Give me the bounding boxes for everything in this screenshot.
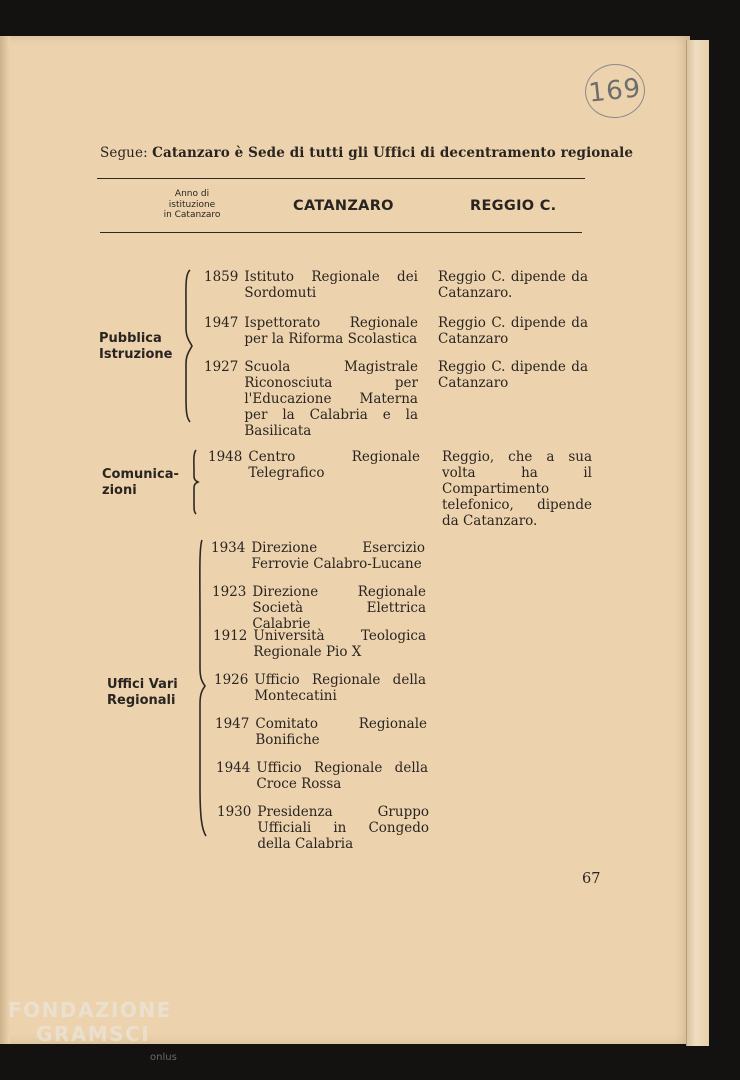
reggio-note: Reggio C. dipende da Catanzaro — [438, 359, 588, 391]
entry-year: 1947 — [215, 716, 250, 732]
archive-folio-number: 169 — [582, 61, 647, 121]
entry-row — [211, 540, 425, 572]
entry-row — [213, 628, 426, 660]
section-label-line: Istruzione — [99, 347, 173, 362]
header-reggio: REGGIO C. — [470, 198, 557, 214]
section-label-line: Uffici Vari — [107, 677, 178, 692]
entry-description: Centro Regionale Telegrafico — [248, 449, 420, 481]
entry-row — [204, 359, 418, 439]
entry-year: 1930 — [217, 804, 252, 820]
brace-comunicazioni — [186, 448, 202, 516]
entry-year: 1944 — [216, 760, 251, 776]
section-label-line: Pubblica — [99, 331, 162, 346]
entry-description: Ufficio Regionale della Montecatini — [254, 672, 426, 704]
section-label-line: Regionali — [107, 693, 176, 708]
entry-description: Presidenza Gruppo Ufficiali in Congedo della Calabria — [257, 804, 429, 852]
reggio-note: Reggio C. dipende da Catanzaro. — [438, 269, 588, 301]
header-bottom-rule — [100, 232, 582, 233]
title-label: Segue: — [100, 145, 148, 161]
entry-description: Ispettorato Regionale per la Riforma Scolastica — [244, 315, 418, 347]
page-number: 67 — [582, 871, 601, 887]
entry-year: 1926 — [214, 672, 249, 688]
header-anno-line: Anno di — [174, 189, 210, 199]
entry-row — [204, 269, 418, 301]
header-anno-line: istituzione — [168, 199, 216, 210]
header-anno-line: in Catanzaro — [163, 210, 221, 220]
entry-description: Ufficio Regionale della Croce Rossa — [256, 760, 428, 792]
entry-row — [208, 449, 420, 481]
brace-uffici-vari-regionali — [192, 538, 210, 838]
watermark-line: GRAMSCI — [36, 1022, 151, 1046]
page-title — [100, 145, 634, 161]
entry-year: 1859 — [204, 269, 239, 285]
header-anno-istituzione — [150, 189, 234, 221]
watermark-line: FONDAZIONE — [8, 998, 172, 1022]
entry-row — [217, 804, 429, 852]
entry-year: 1927 — [204, 359, 239, 375]
page-edge — [686, 40, 709, 1046]
entry-description: Direzione Esercizio Ferrovie Calabro-Lucane — [251, 540, 425, 572]
section-label-line: Comunica- — [102, 467, 179, 482]
page-gutter — [0, 36, 10, 1044]
section-label-line: zioni — [102, 483, 137, 498]
entry-description: Università Teologica Regionale Pio X — [253, 628, 426, 660]
entry-year: 1923 — [212, 584, 247, 600]
entry-row — [204, 315, 418, 347]
header-catanzaro: CATANZARO — [293, 198, 394, 214]
reggio-note: Reggio C. dipende da Catanzaro — [438, 315, 588, 347]
watermark-onlus: onlus — [150, 1052, 177, 1063]
brace-pubblica-istruzione — [178, 268, 196, 424]
entry-year: 1947 — [204, 315, 239, 331]
reggio-note: Reggio, che a sua volta ha il Compartimento telefonico, dipende da Catanzaro. — [442, 449, 592, 529]
entry-description: Scuola Magistrale Riconosciuta per l'Educazione Materna per la Calabria e la Basilicata — [244, 359, 418, 439]
header-top-rule — [97, 178, 585, 179]
section-label-uffici-vari-regionali — [107, 677, 178, 709]
entry-row — [216, 760, 428, 792]
section-label-pubblica-istruzione — [99, 331, 172, 363]
entry-year: 1934 — [211, 540, 246, 556]
entry-row — [212, 584, 426, 632]
section-label-comunicazioni — [102, 467, 179, 499]
entry-year: 1912 — [213, 628, 248, 644]
entry-description: Direzione Regionale Società Elettrica Calabrie — [252, 584, 426, 632]
entry-row — [215, 716, 427, 748]
entry-description: Comitato Regionale Bonifiche — [255, 716, 427, 748]
entry-description: Istituto Regionale dei Sordomuti — [244, 269, 418, 301]
entry-year: 1948 — [208, 449, 243, 465]
watermark-logo — [8, 998, 208, 1046]
entry-row — [214, 672, 426, 704]
title-text: Catanzaro è Sede di tutti gli Uffici di decentramento regionale — [152, 145, 634, 161]
